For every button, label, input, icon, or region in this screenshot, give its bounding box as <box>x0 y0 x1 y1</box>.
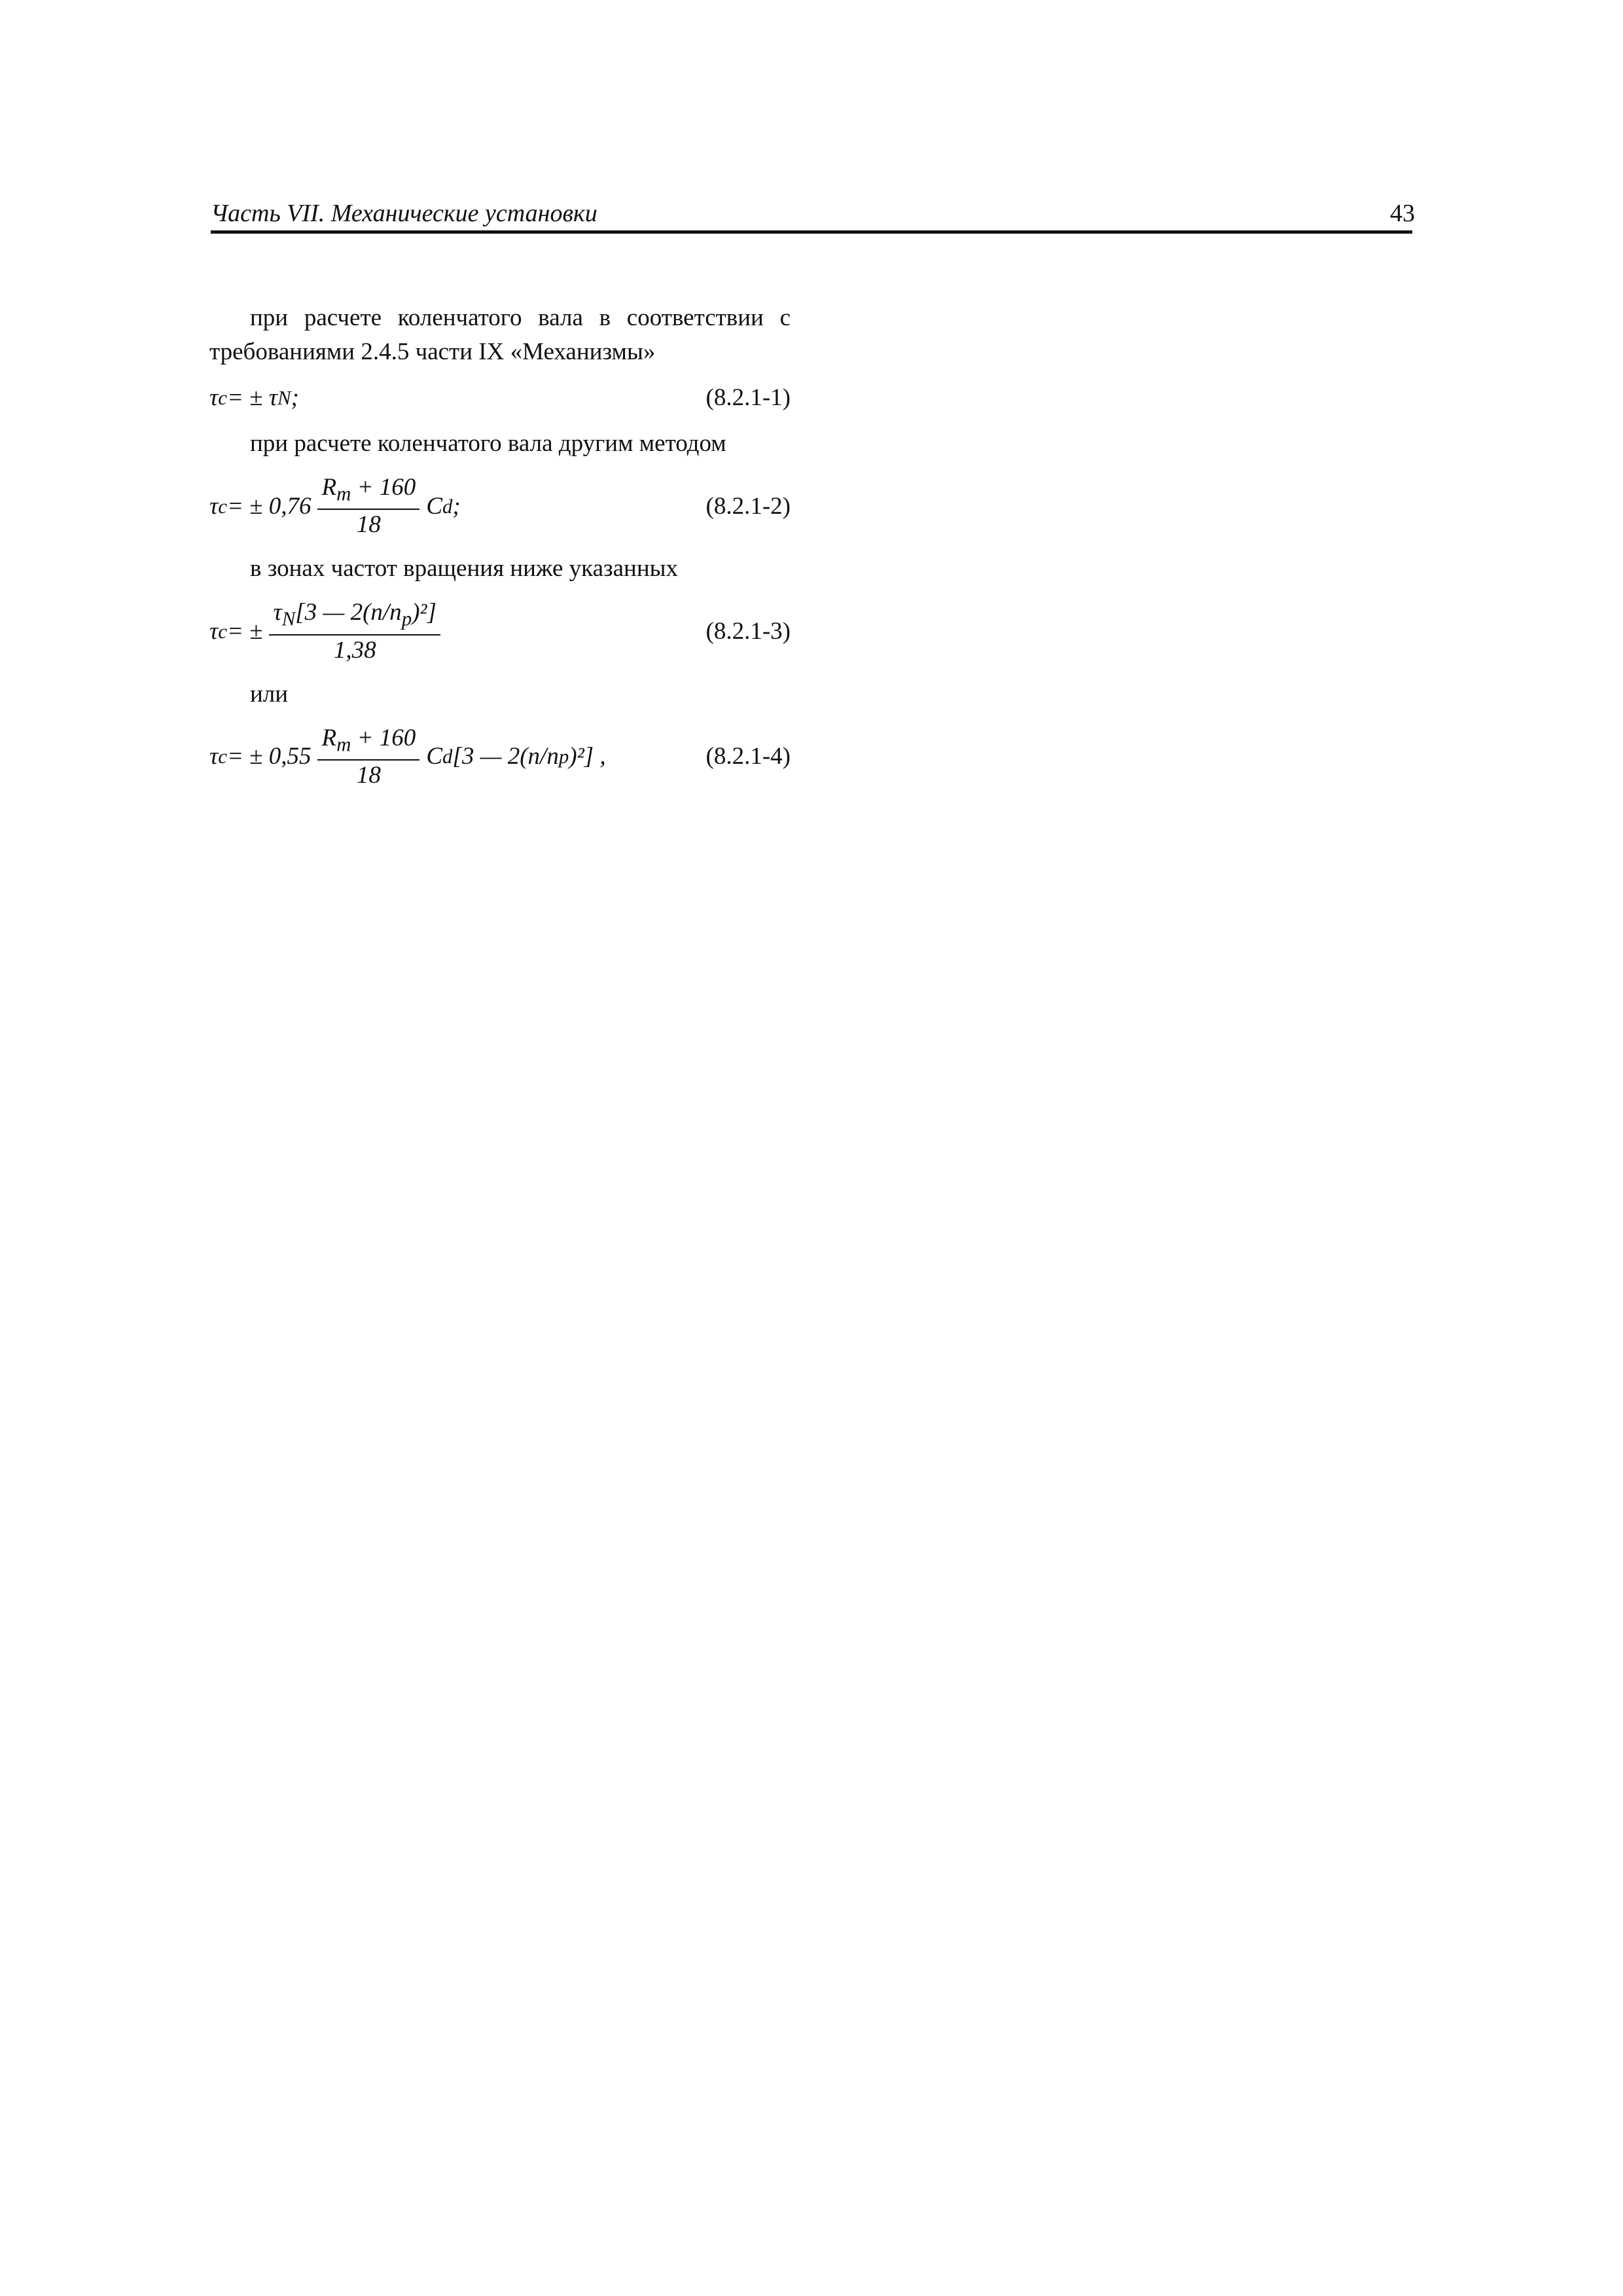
fraction: $\frac{R_m + 160}{18}$ <box>317 723 419 791</box>
left-column <box>209 301 791 802</box>
fraction: $\frac{R_m + 160}{18}$ <box>317 473 419 540</box>
paragraph: при расчете коленчатого вала в соответствии с требованиями 2.4.5 части IX «Механизмы» <box>209 304 791 365</box>
fraction: $\frac{\tau_N[3 — 2(n/n_р)^2]}{1,38}$ <box>269 598 440 665</box>
equation-number: (8.2.1-2) <box>705 492 791 520</box>
equation-8-2-1-1 <box>209 381 791 415</box>
formula: τ c = ± 0,76 $\frac{R_m + 160}{18}$ C d ; <box>209 473 461 540</box>
page-number: 43 <box>1390 200 1415 227</box>
paragraph: в зонах частот вращения ниже указанных <box>250 555 679 583</box>
formula: τ c = ± τ N ; <box>209 384 299 411</box>
equation-number: (8.2.1-4) <box>705 743 791 770</box>
equation-8-2-1-3 <box>209 598 791 665</box>
equation-8-2-1-2 <box>209 473 791 540</box>
equation-8-2-1-4 <box>209 723 791 791</box>
formula: τ c = ± 0,55 $\frac{R_m + 160}{18}$ C d [3 — 2(n/n р )²] , <box>209 723 606 791</box>
formula: τ c = ± $\frac{\tau_N[3 — 2(n/n_р)^2]}{1,38}$ <box>209 598 447 665</box>
paragraph: или <box>250 680 289 708</box>
equation-number: (8.2.1-1) <box>705 384 791 411</box>
running-header-title: Часть VII. Механические установки <box>211 200 597 227</box>
header-rule <box>211 230 1412 234</box>
paragraph: при расчете коленчатого вала другим методом <box>250 430 726 457</box>
equation-number: (8.2.1-3) <box>705 618 791 645</box>
